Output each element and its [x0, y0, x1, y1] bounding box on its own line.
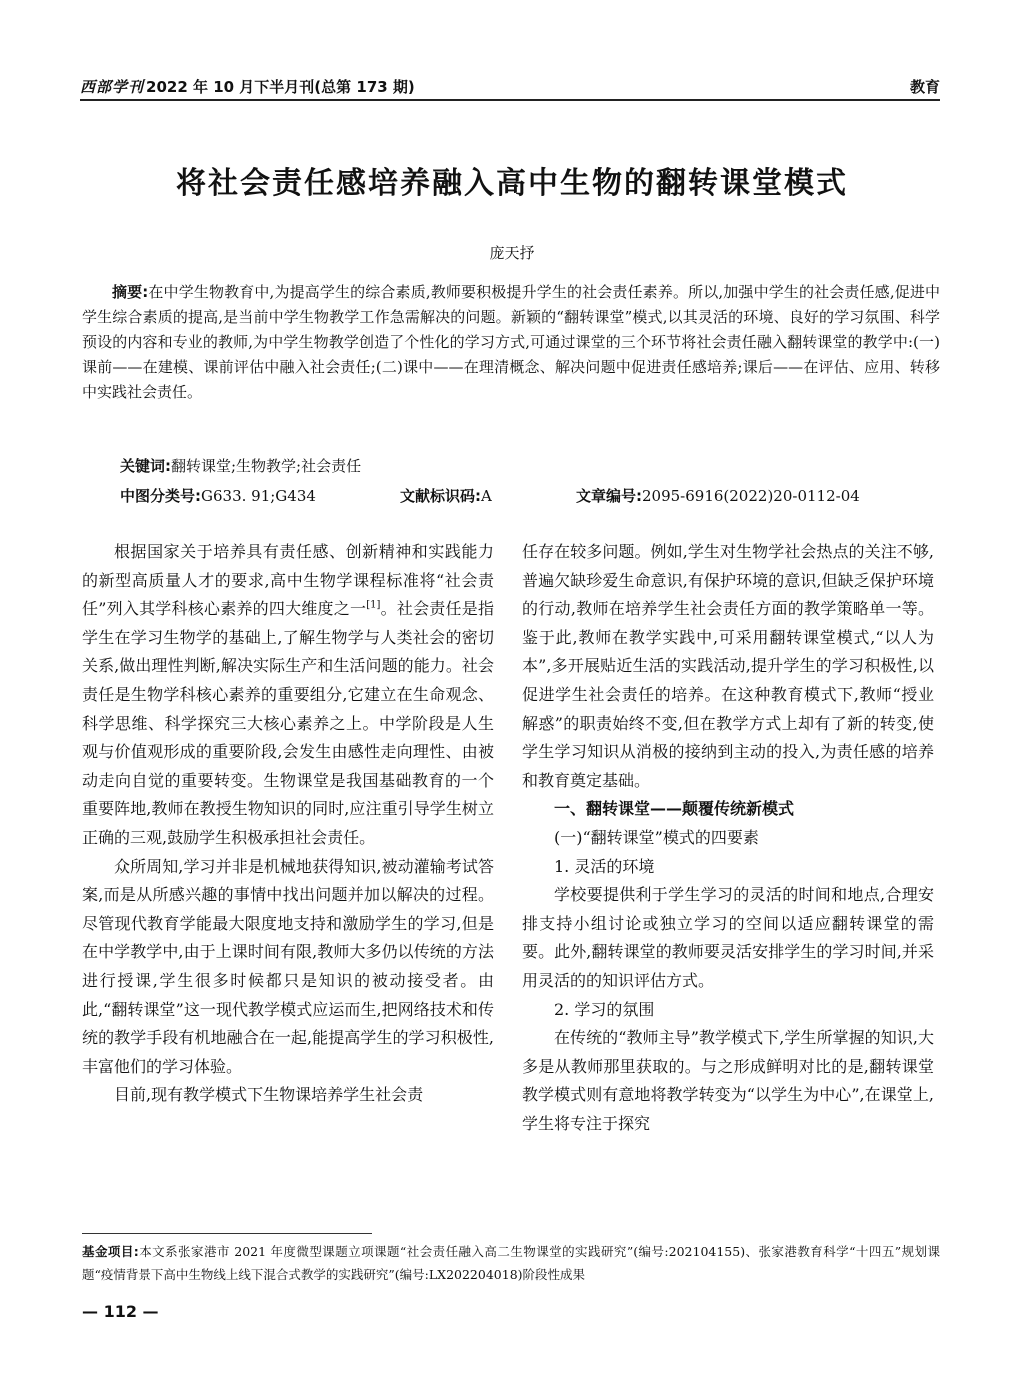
item-heading: 2. 学习的氛围: [554, 999, 655, 1019]
paragraph: 目前,现有教学模式下生物课培养学生社会责: [114, 1085, 424, 1105]
paragraph: 任存在较多问题。例如,学生对生物学社会热点的关注不够,普遍欠缺珍爱生命意识,有保护环境的意识,但缺乏保护环境的行动,教师在培养学生社会责任方面的教学策略单一等。鉴于此,教师在教学实践中,可采用翻转课堂模式,“以人为本”,多开展贴近生活的实践活动,提升学生的学习积极性,以促进学生社会责任的培养。在这种教育模式下,教师“授业解惑”的职责始终不变,但在教学方式上却有了新的转变,使学生学习知识从消极的接纳到主动的投入,为责任感的培养和教育奠定基础。: [522, 542, 934, 790]
clc-label: 中图分类号:: [120, 487, 201, 505]
page-number: — 112 —: [82, 1302, 159, 1321]
header-left: [80, 76, 415, 97]
item-heading: 1. 灵活的环境: [554, 856, 655, 876]
clc-value: G633. 91;G434: [201, 487, 316, 505]
body-left-column: [82, 538, 494, 1110]
keywords-label: 关键词:: [120, 457, 171, 475]
author-name: 庞天抒: [489, 244, 535, 262]
abstract: [82, 280, 940, 405]
paragraph-text: 。社会责任是指学生在学习生物学的基础上,了解生物学与人类社会的密切关系,做出理性判断,解决实际生产和生活问题的能力。社会责任是生物学科核心素养的重要组分,它建立在生命观念、科学思维、科学探究三大核心素养之上。中学阶段是人生观与价值观形成的重要阶段,会发生由感性走向理性、由被动走向自觉的重要转变。生物课堂是我国基础教育的一个重要阵地,教师在教授生物知识的同时,应注重引导学生树立正确的三观,鼓励学生积极承担社会责任。: [82, 599, 494, 847]
article-value: 2095-6916(2022)20-0112-04: [642, 487, 860, 505]
article-number: [576, 485, 860, 506]
article-label: 文章编号:: [576, 487, 642, 505]
funding-footnote: [82, 1240, 940, 1286]
paragraph: 众所周知,学习并非是机械地获得知识,被动灌输考试答案,而是从所感兴趣的事情中找出问题并加以解决的过程。尽管现代教育学能最大限度地支持和激励学生的学习,但是在中学教学中,由于上课时间有限,教师大多仍以传统的方法进行授课,学生很多时候都只是知识的被动接受者。由此,“翻转课堂”这一现代教学模式应运而生,把网络技术和传统的教学手段有机地融合在一起,能提高学生的学习积极性,丰富他们的学习体验。: [82, 856, 494, 1076]
paragraph: [82, 538, 494, 853]
footnote-text: 本文系张家港市 2021 年度微型课题立项课题“社会责任融入高二生物课堂的实践研究”(编号:202104155)、张家港教育科学“十四五”规划课题“疫情背景下高中生物线上线下混合式教学的实践研究”(编号:LX202204018)阶段性成果: [82, 1244, 940, 1282]
article-title: 将社会责任感培养融入高中生物的翻转课堂模式: [176, 166, 848, 201]
section-label: 教育: [909, 77, 940, 96]
footnote-rule: [82, 1233, 372, 1234]
abstract-label: 摘要:: [112, 283, 149, 301]
citation-ref[interactable]: [1]: [366, 599, 381, 611]
keywords-text: 翻转课堂;生物教学;社会责任: [171, 457, 362, 475]
doc-label: 文献标识码:: [400, 487, 481, 505]
abstract-text: 在中学生物教育中,为提高学生的综合素质,教师要积极提升学生的社会责任素养。所以,加强中学生的社会责任感,促进中学生综合素质的提高,是当前中学生物教学工作急需解决的问题。新颖的“翻转课堂”模式,以其灵活的环境、良好的学习氛围、科学预设的内容和专业的教师,为中学生物教学创造了个性化的学习方式,可通过课堂的三个环节将社会责任融入翻转课堂的教学中:(一)课前——在建模、课前评估中融入社会责任;(二)课中——在理清概念、解决问题中促进责任感培养;课后——在评估、应用、转移中实践社会责任。: [82, 283, 941, 401]
subsection-heading: (一)“翻转课堂”模式的四要素: [554, 827, 759, 847]
document-code: [400, 485, 576, 506]
clc-number: [120, 485, 400, 506]
keywords: [120, 455, 940, 476]
doc-value: A: [481, 487, 492, 505]
journal-logo: 西部学刊: [80, 77, 145, 96]
paragraph-text: 根据国家关于培养具有责任感、创新精神和实践能力的新型高质量人才的要求,高中生物学课程标准将“社会责任”列入其学科核心素养的四大维度之一: [82, 542, 494, 619]
header-rule: [80, 99, 940, 101]
paragraph: 学校要提供利于学生学习的灵活的时间和地点,合理安排支持小组讨论或独立学习的空间以适应翻转课堂的需要。此外,翻转课堂的教师要灵活安排学生的学习时间,并采用灵活的的知识评估方式。: [522, 885, 934, 990]
section-heading: 一、翻转课堂——颠覆传统新模式: [554, 799, 795, 819]
issue-info: 2022 年 10 月下半月刊(总第 173 期): [146, 77, 415, 96]
paragraph: 在传统的“教师主导”教学模式下,学生所掌握的知识,大多是从教师那里获取的。与之形成鲜明对比的是,翻转课堂教学模式则有意地将教学转变为“以学生为中心”,在课堂上,学生将专注于探究: [522, 1028, 934, 1133]
footnote-label: 基金项目:: [82, 1244, 139, 1259]
running-header: [80, 74, 940, 98]
body-right-column: [522, 538, 934, 1138]
classification-line: [120, 485, 940, 506]
